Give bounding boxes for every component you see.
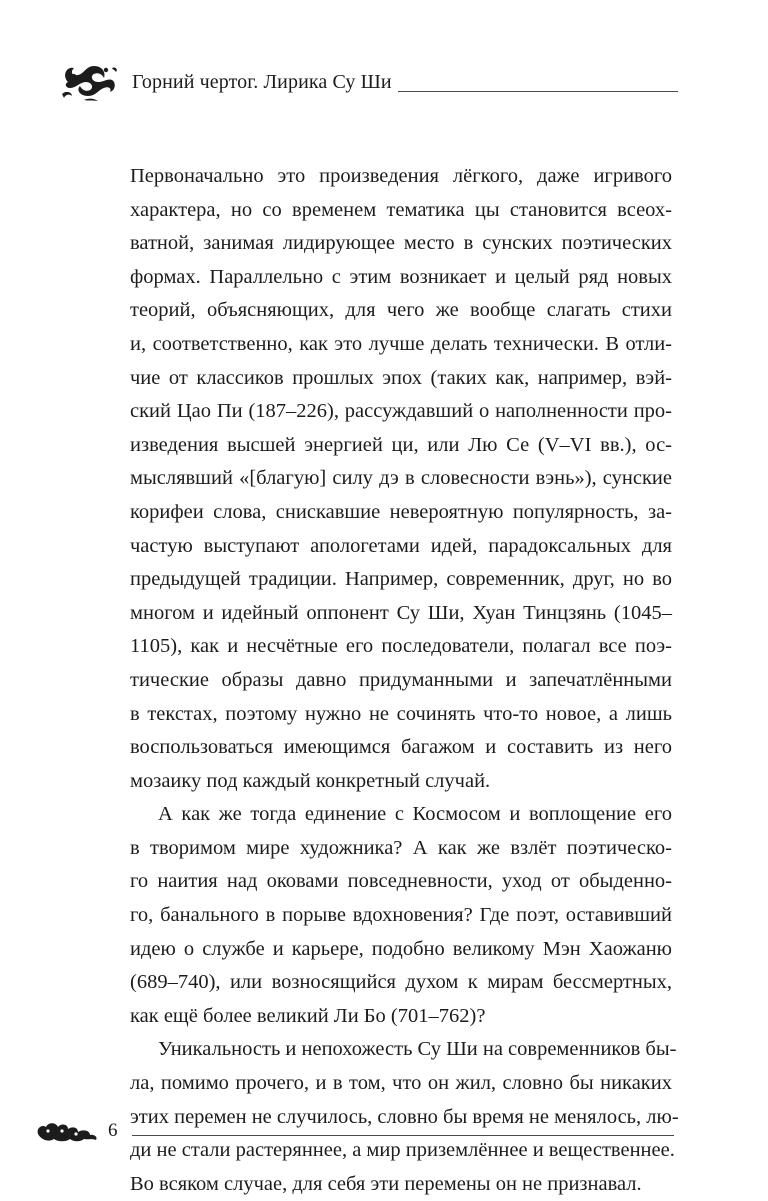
text-line: Во всяком случае, для себя эти перемены он не признавал. [130,1172,642,1195]
footer-divider [132,1135,674,1136]
text-line: го наития над оковами повседневности, уход от обыденно- [130,870,672,893]
paragraph [130,798,672,1033]
text-line: А как же тогда единение с Космосом и воплощение его [158,803,672,826]
text-line: (689–740), или возносящийся духом к мирам бессмертных, [130,971,672,994]
text-line: ский Цао Пи (187–226), рассуждавший о наполненности про- [130,400,672,423]
text-line: мыслявший «[благую] силу дэ в словесности вэнь»), сунские [130,467,672,490]
text-line: формах. Параллельно с этим возникает и целый ряд новых [130,265,672,288]
page-number: 6 [108,1120,118,1141]
text-line: как ещё более великий Ли Бо (701–762)? [130,1004,486,1027]
text-line: в творимом мире художника? А как же взлёт поэтическо- [130,836,672,859]
text-line: характера, но со временем тематика цы становится всеох- [130,198,672,221]
text-line: в текстах, поэтому нужно не сочинять что-то новое, а лишь [130,702,672,725]
text-line: многом и идейный оппонент Су Ши, Хуан Тинцзянь (1045– [130,601,672,624]
text-line: идею о службе и карьере, подобно великому Мэн Хаожаню [130,937,672,960]
text-line: этих перемен не случилось, словно бы время не менялось, лю- [130,1105,679,1128]
text-line: теорий, объясняющих, для чего же вообще слагать стихи [130,299,672,322]
text-line: тические образы давно придуманными и запечатлёнными [130,668,672,691]
text-line: корифеи слова, снискавшие невероятную популярность, за- [130,500,672,523]
cloud-ornament-icon [34,1118,100,1144]
page-footer [34,1114,674,1150]
text-line: частую выступают апологетами идей, парадоксальных для [130,534,672,557]
text-line: ватной, занимая лидирующее место в сунских поэтических [130,232,672,255]
text-line: ди не стали растеряннее, а мир приземлённее и вещественнее. [130,1139,675,1162]
text-line: и, соответственно, как это лучше делать технически. В отли- [130,332,672,355]
text-line: ла, помимо прочего, и в том, что он жил, словно бы никаких [130,1072,672,1095]
paragraph [130,160,672,798]
text-line: предыдущей традиции. Например, современник, друг, но во [130,568,672,591]
main-text [130,160,679,1201]
text-line: воспользоваться имеющимся багажом и составить из него [130,736,672,759]
text-line: мозаику под каждый конкретный случай. [130,769,491,792]
book-title: Горний чертог. Лирика Су Ши [132,71,392,93]
text-line: Уникальность и непохожесть Су Ши на современников бы- [158,1038,677,1061]
text-line: го, банального в порыве вдохновения? Где поэт, оставивший [130,904,672,927]
text-line: чие от классиков прошлых эпох (таких как, например, вэй- [130,366,672,389]
text-line: 1105), как и несчётные его последователи, полагал все поэ- [130,635,672,658]
header-divider [398,91,678,92]
text-line: изведения высшей энергией ци, или Лю Се (V–VI вв.), ос- [130,433,672,456]
running-header [58,60,678,104]
dragon-ornament-icon [58,60,120,104]
text-line: Первоначально это произведения лёгкого, даже игривого [130,165,672,187]
